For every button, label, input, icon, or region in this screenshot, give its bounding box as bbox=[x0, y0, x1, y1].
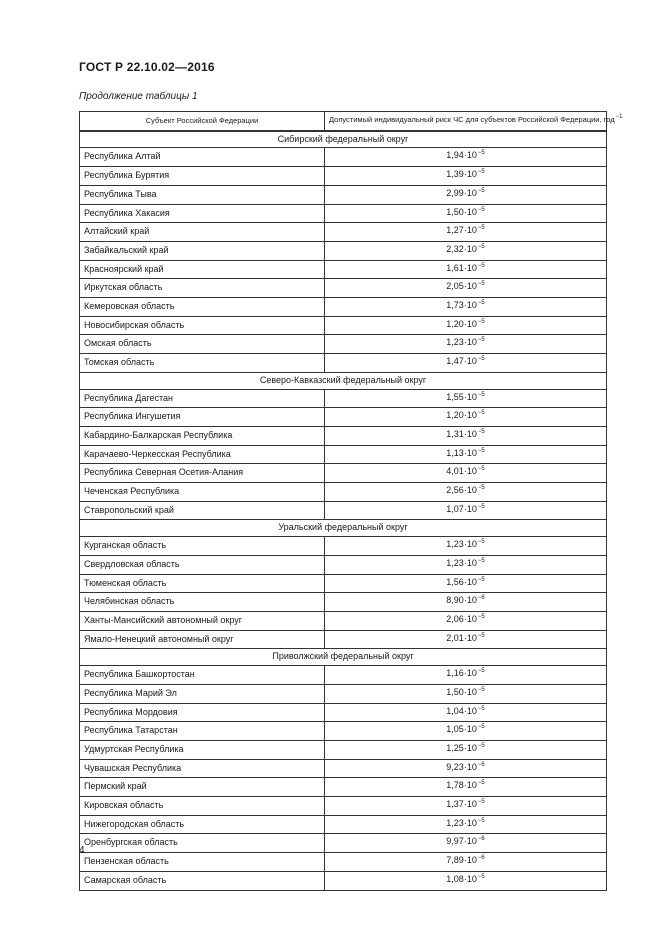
multiply-sign: ·10 bbox=[463, 169, 477, 180]
multiply-sign: ·10 bbox=[463, 337, 477, 348]
multiply-sign: ·10 bbox=[463, 206, 477, 217]
risk-value bbox=[325, 241, 607, 260]
risk-value bbox=[325, 611, 607, 630]
multiply-sign: ·10 bbox=[463, 187, 477, 198]
region-name: Республика Хакасия bbox=[80, 204, 325, 223]
district-name: Уральский федеральный округ bbox=[80, 520, 607, 537]
risk-mantissa: 1,73 bbox=[446, 300, 464, 311]
risk-mantissa: 1,56 bbox=[446, 576, 464, 587]
table-row bbox=[80, 834, 607, 853]
risk-mantissa: 1,23 bbox=[446, 557, 464, 568]
district-row bbox=[80, 649, 607, 666]
risk-mantissa: 1,50 bbox=[446, 206, 464, 217]
risk-mantissa: 1,20 bbox=[446, 410, 464, 421]
risk-table bbox=[79, 111, 623, 891]
region-name: Кировская область bbox=[80, 797, 325, 816]
region-name: Республика Дагестан bbox=[80, 389, 325, 408]
risk-exponent: −5 bbox=[477, 780, 485, 787]
table-row bbox=[80, 853, 607, 872]
risk-value bbox=[325, 501, 607, 520]
risk-exponent: −5 bbox=[477, 206, 485, 213]
risk-value bbox=[325, 815, 607, 834]
risk-exponent: −5 bbox=[477, 428, 485, 435]
table-row bbox=[80, 260, 607, 279]
multiply-sign: ·10 bbox=[463, 281, 477, 292]
table-row bbox=[80, 335, 607, 354]
risk-mantissa: 9,23 bbox=[446, 761, 464, 772]
risk-exponent: −5 bbox=[477, 613, 485, 620]
region-name: Оренбургская область bbox=[80, 834, 325, 853]
table-row bbox=[80, 611, 607, 630]
table-row bbox=[80, 279, 607, 298]
multiply-sign: ·10 bbox=[463, 686, 477, 697]
multiply-sign: ·10 bbox=[463, 318, 477, 329]
table-row bbox=[80, 871, 607, 890]
risk-exponent: −5 bbox=[477, 187, 485, 194]
risk-exponent: −5 bbox=[477, 447, 485, 454]
risk-value bbox=[325, 335, 607, 354]
risk-value bbox=[325, 555, 607, 574]
region-name: Ставропольский край bbox=[80, 501, 325, 520]
multiply-sign: ·10 bbox=[463, 243, 477, 254]
multiply-sign: ·10 bbox=[463, 836, 477, 847]
table-caption: Продолжение таблицы 1 bbox=[79, 91, 198, 102]
table-row bbox=[80, 148, 607, 167]
table-row bbox=[80, 445, 607, 464]
multiply-sign: ·10 bbox=[463, 410, 477, 421]
multiply-sign: ·10 bbox=[463, 742, 477, 753]
region-name: Свердловская область bbox=[80, 555, 325, 574]
multiply-sign: ·10 bbox=[463, 356, 477, 367]
risk-exponent: −5 bbox=[477, 557, 485, 564]
multiply-sign: ·10 bbox=[463, 557, 477, 568]
risk-exponent: −6 bbox=[477, 855, 485, 862]
table-row bbox=[80, 555, 607, 574]
risk-exponent: −5 bbox=[477, 356, 485, 363]
table-row bbox=[80, 815, 607, 834]
risk-mantissa: 1,16 bbox=[446, 668, 464, 679]
risk-value bbox=[325, 279, 607, 298]
district-name: Северо-Кавказский федеральный округ bbox=[80, 372, 607, 389]
region-name: Томская область bbox=[80, 354, 325, 373]
risk-exponent: −5 bbox=[477, 410, 485, 417]
risk-mantissa: 4,01 bbox=[446, 466, 464, 477]
region-name: Новосибирская область bbox=[80, 316, 325, 335]
risk-value bbox=[325, 778, 607, 797]
table-header-row bbox=[80, 112, 607, 131]
risk-mantissa: 1,47 bbox=[446, 356, 464, 367]
risk-exponent: −5 bbox=[477, 243, 485, 250]
risk-mantissa: 1,08 bbox=[446, 873, 464, 884]
risk-value bbox=[325, 408, 607, 427]
table-row bbox=[80, 389, 607, 408]
risk-mantissa: 1,39 bbox=[446, 169, 464, 180]
risk-mantissa: 2,56 bbox=[446, 485, 464, 496]
risk-exponent: −5 bbox=[477, 632, 485, 639]
table-row bbox=[80, 501, 607, 520]
multiply-sign: ·10 bbox=[463, 466, 477, 477]
table-row bbox=[80, 759, 607, 778]
risk-mantissa: 1,94 bbox=[446, 150, 464, 161]
risk-exponent: −5 bbox=[477, 150, 485, 157]
district-name: Сибирский федеральный округ bbox=[80, 131, 607, 148]
multiply-sign: ·10 bbox=[463, 780, 477, 791]
multiply-sign: ·10 bbox=[463, 705, 477, 716]
table-row bbox=[80, 703, 607, 722]
risk-exponent: −5 bbox=[477, 539, 485, 546]
region-name: Карачаево-Черкесская Республика bbox=[80, 445, 325, 464]
risk-value bbox=[325, 630, 607, 649]
risk-value bbox=[325, 185, 607, 204]
risk-value bbox=[325, 167, 607, 186]
risk-value bbox=[325, 797, 607, 816]
region-name: Иркутская область bbox=[80, 279, 325, 298]
page-number: 4 bbox=[79, 845, 85, 856]
risk-mantissa: 9,97 bbox=[446, 836, 464, 847]
multiply-sign: ·10 bbox=[463, 799, 477, 810]
risk-mantissa: 7,89 bbox=[446, 855, 464, 866]
risk-exponent: −5 bbox=[477, 873, 485, 880]
risk-value bbox=[325, 574, 607, 593]
risk-mantissa: 1,37 bbox=[446, 799, 464, 810]
table-row bbox=[80, 740, 607, 759]
risk-exponent: −5 bbox=[477, 799, 485, 806]
risk-value bbox=[325, 722, 607, 741]
risk-mantissa: 1,50 bbox=[446, 686, 464, 697]
risk-mantissa: 1,78 bbox=[446, 780, 464, 791]
risk-mantissa: 1,23 bbox=[446, 337, 464, 348]
multiply-sign: ·10 bbox=[463, 503, 477, 514]
multiply-sign: ·10 bbox=[463, 447, 477, 458]
risk-exponent: −6 bbox=[477, 761, 485, 768]
risk-value bbox=[325, 389, 607, 408]
region-name: Удмуртская Республика bbox=[80, 740, 325, 759]
risk-value bbox=[325, 853, 607, 872]
risk-value bbox=[325, 483, 607, 502]
risk-value bbox=[325, 223, 607, 242]
risk-exponent: −5 bbox=[477, 466, 485, 473]
region-name: Республика Северная Осетия-Алания bbox=[80, 464, 325, 483]
risk-exponent: −5 bbox=[477, 300, 485, 307]
risk-exponent: −5 bbox=[477, 337, 485, 344]
risk-value bbox=[325, 666, 607, 685]
risk-value bbox=[325, 260, 607, 279]
region-name: Республика Тыва bbox=[80, 185, 325, 204]
district-name: Приволжский федеральный округ bbox=[80, 649, 607, 666]
region-name: Тюменская область bbox=[80, 574, 325, 593]
risk-exponent: −5 bbox=[477, 742, 485, 749]
region-name: Нижегородская область bbox=[80, 815, 325, 834]
risk-exponent: −5 bbox=[477, 485, 485, 492]
risk-mantissa: 1,27 bbox=[446, 225, 464, 236]
header-risk bbox=[325, 112, 623, 131]
region-name: Омская область bbox=[80, 335, 325, 354]
multiply-sign: ·10 bbox=[463, 632, 477, 643]
table-row bbox=[80, 204, 607, 223]
table-body bbox=[80, 131, 607, 890]
risk-mantissa: 1,25 bbox=[446, 742, 464, 753]
risk-exponent: −5 bbox=[477, 576, 485, 583]
multiply-sign: ·10 bbox=[463, 150, 477, 161]
risk-value bbox=[325, 740, 607, 759]
risk-value bbox=[325, 871, 607, 890]
table-row bbox=[80, 797, 607, 816]
table-row bbox=[80, 354, 607, 373]
risk-value bbox=[325, 426, 607, 445]
table-row bbox=[80, 483, 607, 502]
table-row bbox=[80, 574, 607, 593]
region-name: Ямало-Ненецкий автономный округ bbox=[80, 630, 325, 649]
risk-exponent: −5 bbox=[477, 318, 485, 325]
multiply-sign: ·10 bbox=[463, 817, 477, 828]
district-row bbox=[80, 520, 607, 537]
risk-value bbox=[325, 298, 607, 317]
region-name: Республика Бурятия bbox=[80, 167, 325, 186]
risk-mantissa: 1,61 bbox=[446, 262, 464, 273]
region-name: Чеченская Республика bbox=[80, 483, 325, 502]
table-row bbox=[80, 684, 607, 703]
risk-exponent: −5 bbox=[477, 724, 485, 731]
table-row bbox=[80, 241, 607, 260]
table-row bbox=[80, 298, 607, 317]
multiply-sign: ·10 bbox=[463, 262, 477, 273]
header-region: Субъект Российской Федерации bbox=[80, 112, 325, 131]
region-name: Республика Татарстан bbox=[80, 722, 325, 741]
risk-value bbox=[325, 204, 607, 223]
risk-exponent: −5 bbox=[477, 817, 485, 824]
risk-mantissa: 1,07 bbox=[446, 503, 464, 514]
table-row bbox=[80, 778, 607, 797]
risk-value bbox=[325, 684, 607, 703]
risk-exponent: −5 bbox=[477, 503, 485, 510]
multiply-sign: ·10 bbox=[463, 428, 477, 439]
multiply-sign: ·10 bbox=[463, 595, 477, 606]
header-risk-exponent: −1 bbox=[615, 114, 623, 120]
multiply-sign: ·10 bbox=[463, 724, 477, 735]
risk-value bbox=[325, 464, 607, 483]
table-row bbox=[80, 630, 607, 649]
risk-mantissa: 8,90 bbox=[446, 595, 464, 606]
table-row bbox=[80, 185, 607, 204]
table-row bbox=[80, 167, 607, 186]
risk-exponent: −6 bbox=[477, 836, 485, 843]
region-name: Челябинская область bbox=[80, 593, 325, 612]
table-row bbox=[80, 408, 607, 427]
region-name: Забайкальский край bbox=[80, 241, 325, 260]
risk-value bbox=[325, 703, 607, 722]
risk-value bbox=[325, 759, 607, 778]
region-name: Кабардино-Балкарская Республика bbox=[80, 426, 325, 445]
region-name: Красноярский край bbox=[80, 260, 325, 279]
region-name: Пермский край bbox=[80, 778, 325, 797]
risk-mantissa: 1,05 bbox=[446, 724, 464, 735]
risk-mantissa: 1,23 bbox=[446, 817, 464, 828]
multiply-sign: ·10 bbox=[463, 761, 477, 772]
document-code: ГОСТ Р 22.10.02—2016 bbox=[79, 60, 215, 74]
multiply-sign: ·10 bbox=[463, 225, 477, 236]
table-row bbox=[80, 426, 607, 445]
district-row bbox=[80, 372, 607, 389]
region-name: Республика Башкортостан bbox=[80, 666, 325, 685]
risk-mantissa: 1,13 bbox=[446, 447, 464, 458]
multiply-sign: ·10 bbox=[463, 539, 477, 550]
multiply-sign: ·10 bbox=[463, 485, 477, 496]
region-name: Самарская область bbox=[80, 871, 325, 890]
multiply-sign: ·10 bbox=[463, 576, 477, 587]
risk-exponent: −5 bbox=[477, 391, 485, 398]
risk-mantissa: 2,05 bbox=[446, 281, 464, 292]
risk-mantissa: 2,32 bbox=[446, 243, 464, 254]
region-name: Республика Алтай bbox=[80, 148, 325, 167]
multiply-sign: ·10 bbox=[463, 873, 477, 884]
multiply-sign: ·10 bbox=[463, 668, 477, 679]
risk-mantissa: 2,01 bbox=[446, 632, 464, 643]
multiply-sign: ·10 bbox=[463, 613, 477, 624]
risk-exponent: −5 bbox=[477, 262, 485, 269]
region-name: Кемеровская область bbox=[80, 298, 325, 317]
multiply-sign: ·10 bbox=[463, 391, 477, 402]
risk-exponent: −6 bbox=[477, 595, 485, 602]
risk-value bbox=[325, 148, 607, 167]
table-row bbox=[80, 464, 607, 483]
risk-value bbox=[325, 354, 607, 373]
region-name: Чувашская Республика bbox=[80, 759, 325, 778]
table-row bbox=[80, 223, 607, 242]
region-name: Пензенская область bbox=[80, 853, 325, 872]
district-row bbox=[80, 131, 607, 148]
risk-value bbox=[325, 316, 607, 335]
risk-value bbox=[325, 445, 607, 464]
table-row bbox=[80, 537, 607, 556]
risk-mantissa: 1,55 bbox=[446, 391, 464, 402]
risk-exponent: −5 bbox=[477, 225, 485, 232]
risk-value bbox=[325, 593, 607, 612]
region-name: Алтайский край bbox=[80, 223, 325, 242]
risk-mantissa: 1,23 bbox=[446, 539, 464, 550]
table-row bbox=[80, 666, 607, 685]
multiply-sign: ·10 bbox=[463, 855, 477, 866]
region-name: Курганская область bbox=[80, 537, 325, 556]
region-name: Республика Ингушетия bbox=[80, 408, 325, 427]
region-name: Республика Марий Эл bbox=[80, 684, 325, 703]
risk-mantissa: 1,20 bbox=[446, 318, 464, 329]
table-row bbox=[80, 722, 607, 741]
header-risk-text: Допустимый индивидуальный риск ЧС для субъектов Российской Федерации, год bbox=[329, 115, 615, 124]
risk-exponent: −5 bbox=[477, 668, 485, 675]
multiply-sign: ·10 bbox=[463, 300, 477, 311]
risk-value bbox=[325, 537, 607, 556]
risk-exponent: −5 bbox=[477, 281, 485, 288]
risk-mantissa: 2,06 bbox=[446, 613, 464, 624]
risk-mantissa: 2,99 bbox=[446, 187, 464, 198]
risk-exponent: −5 bbox=[477, 705, 485, 712]
risk-exponent: −5 bbox=[477, 169, 485, 176]
table-row bbox=[80, 316, 607, 335]
risk-mantissa: 1,31 bbox=[446, 428, 464, 439]
risk-mantissa: 1,04 bbox=[446, 705, 464, 716]
table-row bbox=[80, 593, 607, 612]
risk-value bbox=[325, 834, 607, 853]
region-name: Республика Мордовия bbox=[80, 703, 325, 722]
risk-exponent: −5 bbox=[477, 686, 485, 693]
region-name: Ханты-Мансийский автономный округ bbox=[80, 611, 325, 630]
